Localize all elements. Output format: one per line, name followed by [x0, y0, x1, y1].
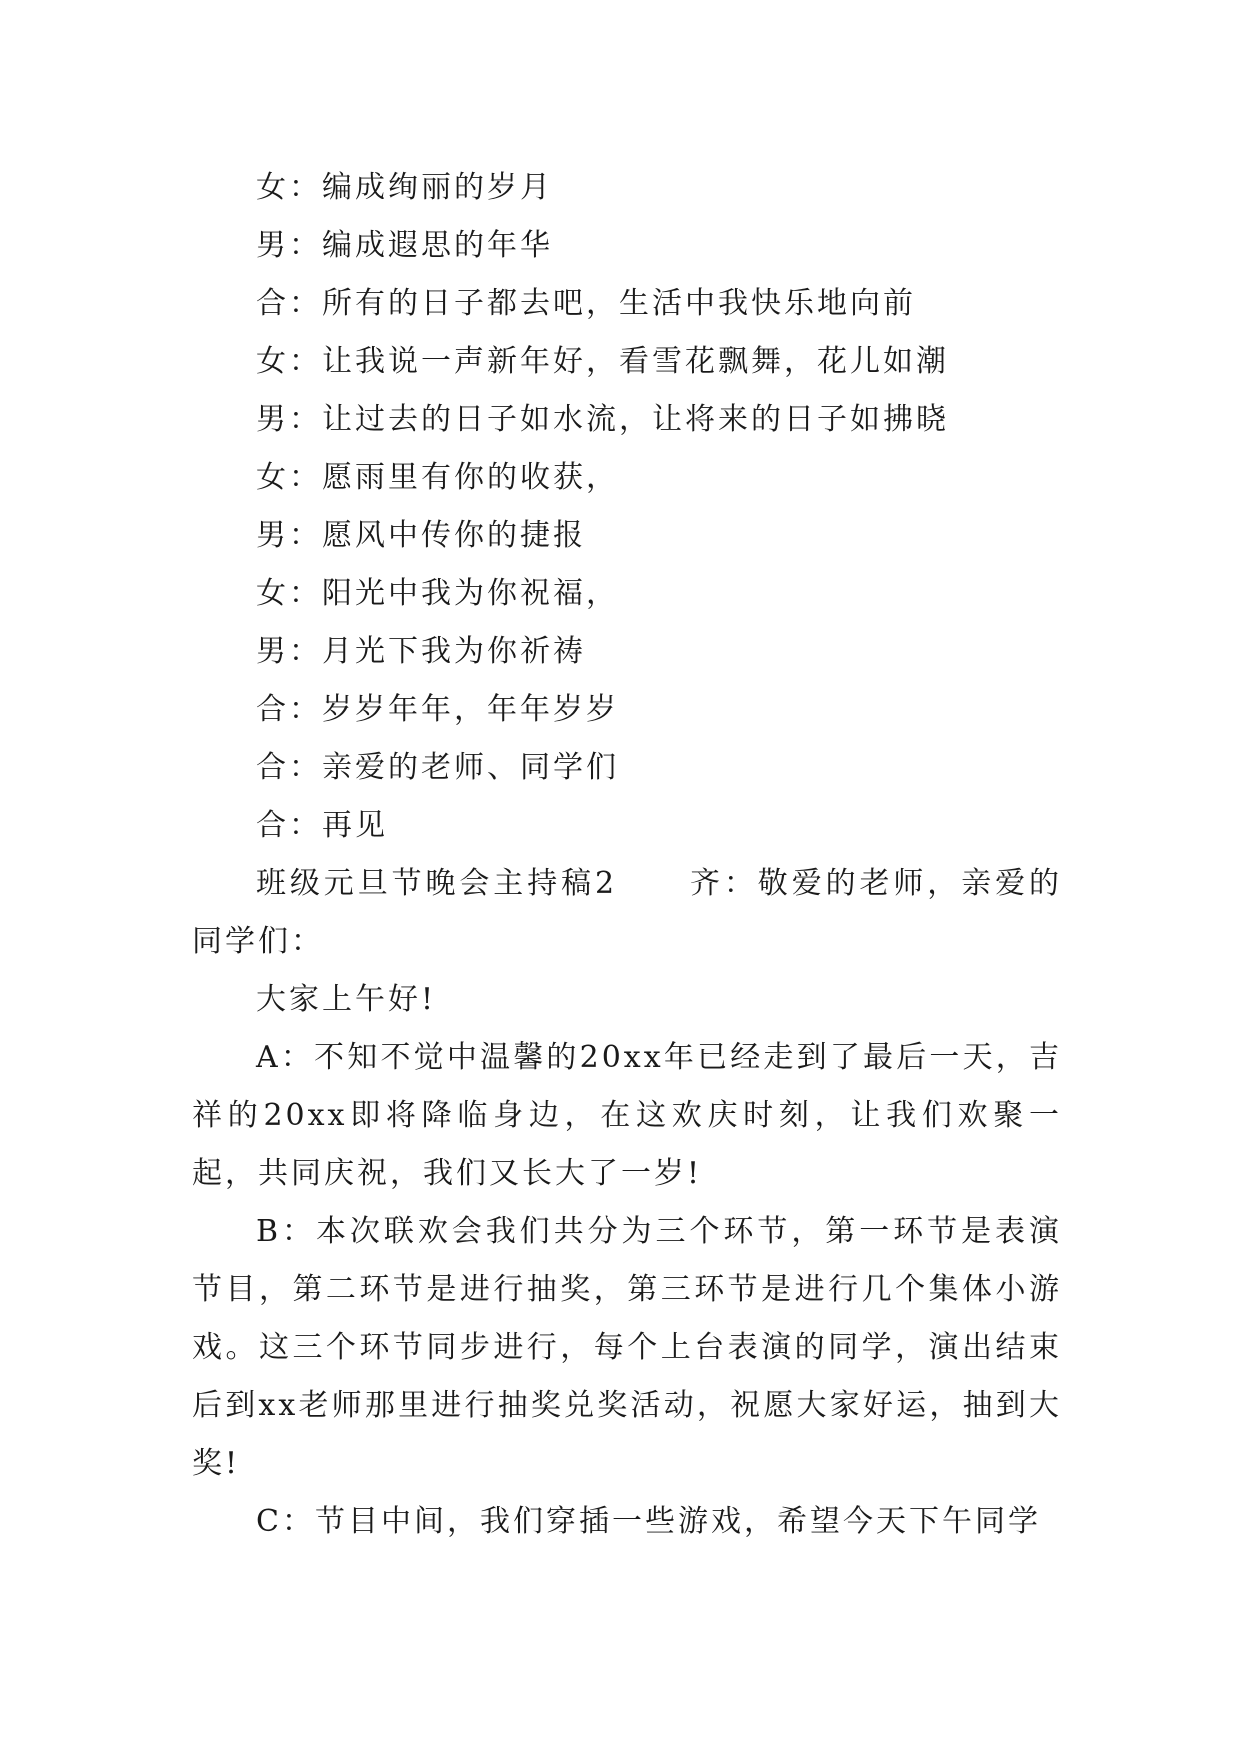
speech-paragraph-b: B：本次联欢会我们共分为三个环节，第一环节是表演节目，第二环节是进行抽奖，第三环节是进行几个集体小游戏。这三个环节同步进行，每个上台表演的同学，演出结束后到xx老师那里进行抽奖兑奖活动，祝愿大家好运，抽到大奖! [192, 1214, 1062, 1481]
dialogue-line: 男：编成遐思的年华 [256, 228, 553, 263]
dialogue-line: 男：愿风中传你的捷报 [256, 518, 586, 553]
dialogue-line: 男：让过去的日子如水流，让将来的日子如拂晓 [256, 402, 949, 437]
dialogue-line: 女：编成绚丽的岁月 [256, 170, 553, 205]
dialogue-line: 男：月光下我为你祈祷 [256, 634, 586, 669]
section-heading-paragraph [192, 855, 1062, 971]
dialogue-line: 女：让我说一声新年好，看雪花飘舞，花儿如潮 [256, 344, 949, 379]
section-title: 班级元旦节晚会主持稿2 [256, 866, 618, 901]
dialogue-line: 合：亲爱的老师、同学们 [256, 750, 619, 785]
dialogue-line: 合：所有的日子都去吧，生活中我快乐地向前 [256, 286, 916, 321]
dialogue-line: 女：阳光中我为你祝福， [256, 576, 619, 611]
dialogue-line: 女：愿雨里有你的收获， [256, 460, 619, 495]
speech-paragraph-a: A：不知不觉中温馨的20xx年已经走到了最后一天，吉祥的20xx即将降临身边，在这欢庆时刻，让我们欢聚一起，共同庆祝，我们又长大了一岁! [192, 1040, 1062, 1191]
greeting: 大家上午好! [256, 982, 437, 1017]
dialogue-line: 合：再见 [256, 808, 388, 843]
dialogue-line: 合：岁岁年年，年年岁岁 [256, 692, 619, 727]
opening-address: 齐：敬爱的老师，亲爱的同学们： [192, 866, 1062, 959]
document-body [192, 159, 1062, 1551]
speech-paragraph-c: C：节目中间，我们穿插一些游戏，希望今天下午同学 [256, 1504, 1041, 1539]
